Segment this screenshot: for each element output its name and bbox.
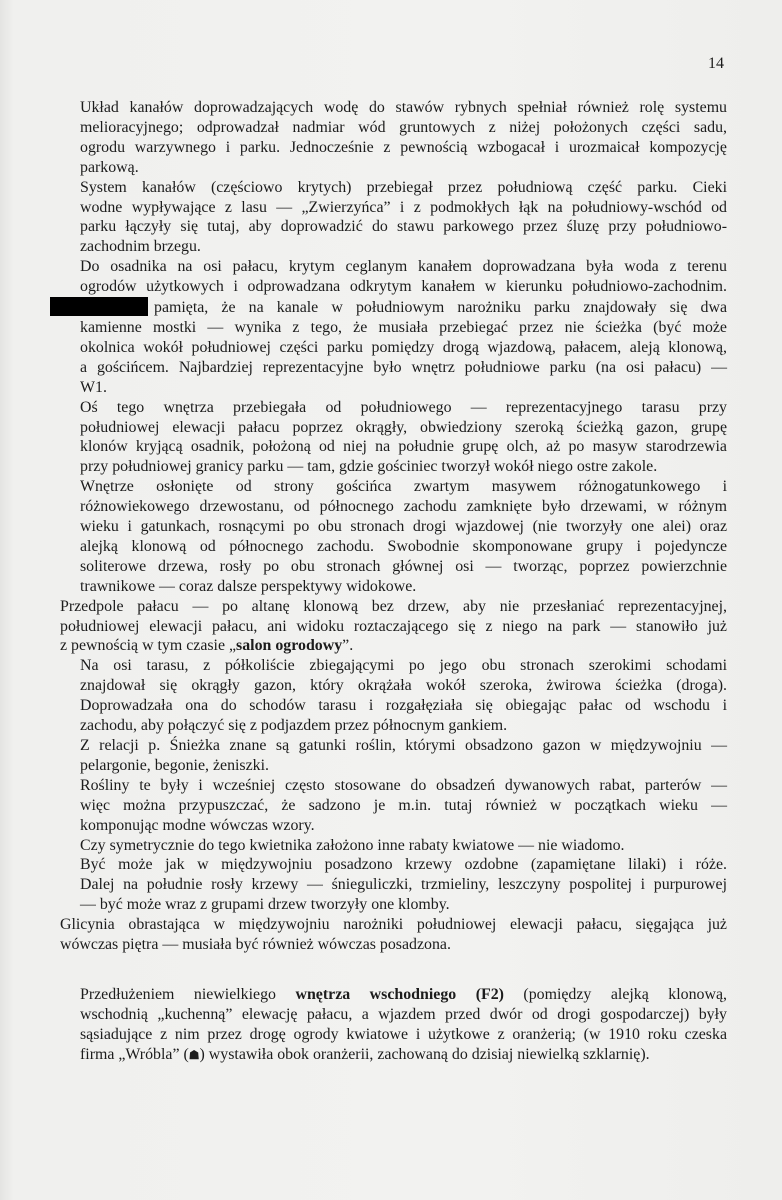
text-fragment: firma „Wróbla” ( — [80, 1045, 189, 1063]
text-fragment: Przedłużeniem niewielkiego — [80, 985, 296, 1003]
paragraph-10 — [60, 836, 727, 856]
text-line: znajdował się okrągły gazon, który okrążała wokół szeroka, żwirowa ścieżka (droga). — [80, 677, 727, 695]
text-line: Z relacji p. Śnieżka znane są gatunki roślin, którymi obsadzono gazon w międzywojniu — — [80, 737, 727, 754]
text-line: parkową. — [80, 158, 139, 176]
text-line: Glicynia obrastająca w międzywojniu narożniki południowej elewacji pałacu, sięgająca już — [60, 916, 727, 934]
paragraph-1 — [60, 98, 727, 178]
text-line: komponując modne wówczas wzory. — [80, 816, 315, 834]
text-line: parku łączyły się tutaj, aby doprowadzić do stawu parkowego przez śluzę przy południowo- — [80, 218, 727, 236]
text-line: — być może wraz z grupami drzew tworzyły one klomby. — [80, 896, 450, 914]
emphasis-wnetrza-wschodniego: wnętrza wschodniego (F2) — [295, 985, 504, 1003]
paragraph-8 — [60, 736, 727, 776]
text-fragment: z pewnością w tym czasie „ — [60, 637, 237, 655]
text-fragment: ”. — [342, 637, 354, 655]
text-line: Być może jak w międzywojniu posadzono krzewy ozdobne (zapamiętane lilaki) i róże. — [80, 856, 727, 874]
text-line: sąsiadujące z nim przez drogę ogrody kwiatowe i użytkowe z oranżerią; (w 1910 roku czeska — [80, 1025, 727, 1043]
text-line: Wnętrze osłonięte od strony gościńca zwartym masywem różnogatunkowego i — [80, 478, 727, 496]
text-line: ogrodu warzywnego i parku. Jednocześnie z pewnością wzbogacał i urozmaicał kompozycję — [80, 138, 727, 156]
paragraph-3 — [60, 257, 727, 397]
text-line: soliterowe drzewa, rosły po obu stronach głównej osi — tworząc, poprzez powierzchnie — [80, 557, 727, 575]
text-line: Na osi tarasu, z półkoliście zbiegającymi po jego obu stronach szerokimi schodami — [80, 657, 727, 675]
paragraph-4 — [60, 398, 727, 478]
text-line: wówczas piętra — musiała być również wówczas posadzona. — [60, 936, 451, 954]
text-line: Doprowadzała ona do schodów tarasu i rozgałęziała się obiegając pałac od wschodu i — [80, 697, 727, 715]
paragraph-2 — [60, 178, 727, 258]
text-line — [60, 636, 727, 656]
text-fragment: pamięta, że na kanale w południowym narożniku parku znajdowały się dwa — [154, 299, 727, 317]
text-line: trawnikowe — coraz dalsze perspektywy widokowe. — [80, 577, 417, 595]
text-line: wschodnią „kuchenną” elewację pałacu, a wjazdem przed dwór od drogi gospodarczej) były — [80, 1005, 727, 1023]
text-line: alejką klonową od północnego zachodu. Swobodnie skomponowane grupy i pojedyncze — [80, 537, 727, 555]
text-line: różnowiekowego drzewostanu, od północnego zachodu zamknięte było drzewami, w różnym — [80, 498, 727, 516]
text-line: Oś tego wnętrza przebiegała od południowego — reprezentacyjnego tarasu przy — [80, 398, 727, 416]
paragraph-9 — [60, 776, 727, 836]
text-line: W1. — [80, 378, 107, 396]
paragraph-6 — [60, 597, 727, 657]
text-line: Przedpole pałacu — po altanę klonową bez drzew, aby nie przesłaniać reprezentacyjnej, — [60, 597, 727, 615]
text-line: klonów kryjącą osadnik, położoną od niej na południe grupę olch, aż po masyw starodrzewia — [80, 438, 727, 456]
emphasis-salon-ogrodowy: salon ogrodowy — [236, 637, 343, 655]
text-line: okolnica wokół południowej części parku pomiędzy drogą wjazdową, pałacem, aleją klonową, — [80, 338, 727, 356]
text-line: Czy symetrycznie do tego kwietnika założono inne rabaty kwiatowe — nie wiadomo. — [80, 836, 625, 854]
text-line: wodne wypływające z lasu — „Zwierzyńca” i z podmokłych łąk na południowy-wschód od — [80, 198, 727, 216]
text-line — [60, 1045, 727, 1066]
paragraph-12 — [60, 915, 727, 955]
paragraph-11 — [60, 855, 727, 915]
text-line: melioracyjnego; odprowadzał nadmiar wód gruntowych z niżej położonych części sadu, — [80, 118, 727, 136]
text-line — [60, 297, 727, 318]
text-line: wieku i gatunkach, rosnącymi po obu stronach drogi wjazdowej (nie tworzyły one alei) oraz — [80, 518, 727, 536]
text-line: kamienne mostki — wynika z tego, że musiała przebiegać przez nie ścieżka (być może — [80, 318, 727, 336]
text-line: Układ kanałów doprowadzających wodę do stawów rybnych spełniał również rolę systemu — [80, 99, 727, 116]
text-line: a gościńcem. Najbardziej reprezentacyjne było wnętrz południowe parku (na osi pałacu) — — [80, 358, 727, 376]
text-fragment: (pomiędzy alejką klonową, — [503, 985, 727, 1003]
text-line: System kanałów (częściowo krytych) przebiegał przez południową część parku. Cieki — [80, 178, 727, 196]
body-text — [60, 98, 727, 1066]
text-line: Do osadnika na osi pałacu, krytym ceglanym kanałem doprowadzana była woda z terenu — [80, 258, 727, 276]
text-line: Dalej na południe rosły krzewy — śnieguliczki, trzmieliny, leszczyny pospolitej i purpurowej — [80, 876, 727, 894]
text-line: pelargonie, begonie, żeniszki. — [80, 756, 270, 774]
text-fragment: ) wystawiła obok oranżerii, zachowaną do dzisiaj niewielką szklarnię). — [199, 1045, 650, 1063]
text-line: Rośliny te były i wcześniej często stosowane do obsadzeń dywanowych rabat, parterów — — [80, 776, 727, 794]
text-line: południowej elewacji pałacu poprzez okrągły, obwiedziony szeroką ścieżką gazon, grupę — [80, 418, 727, 436]
text-line: zachodu, aby połączyć się z podjazdem przez północnym gankiem. — [80, 717, 508, 735]
text-line: przy południowej granicy parku — tam, gdzie gościniec tworzył wokół niego ostre zakole. — [80, 458, 658, 476]
redaction-block — [50, 297, 148, 316]
page-number: 14 — [708, 55, 724, 72]
paragraph-13 — [60, 985, 727, 1066]
text-line: południowej elewacji pałacu, ani widoku roztaczającego się z niego na park — stanowiło już — [60, 617, 727, 635]
paragraph-7 — [60, 656, 727, 736]
text-line: zachodnim brzegu. — [80, 238, 201, 256]
figure-reference-icon: ☗ — [188, 1047, 200, 1062]
text-line: ogrodów użytkowych i odprowadzana odkrytym kanałem w kierunku południowo-zachodnim. — [80, 278, 727, 296]
paragraph-5 — [60, 477, 727, 596]
text-line: więc można przypuszczać, że sadzono je m.in. tutaj również w początkach wieku — — [80, 796, 727, 814]
text-line — [60, 985, 727, 1005]
